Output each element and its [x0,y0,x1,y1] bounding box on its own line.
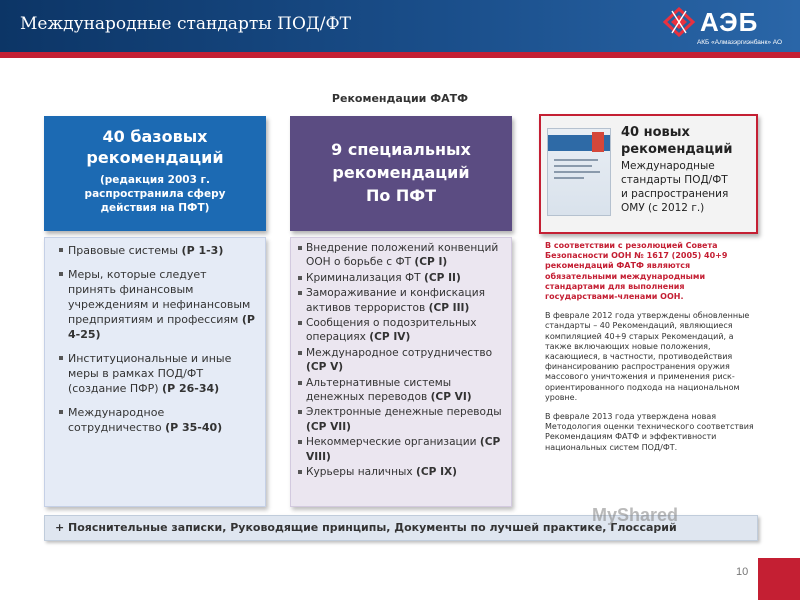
list-item-text: Внедрение положений конвенций ООН о борьбе с ФТ [306,242,499,269]
fatf-book-cover-icon [547,128,611,216]
list-item-ref: (СР V) [306,361,344,374]
column3-sub-line: стандарты ПОД/ФТ [621,174,728,186]
list-item-ref: (СР VI) [430,391,472,404]
list-item-ref: (СР IV) [369,331,411,344]
list-item [59,405,257,435]
un-resolution-note: В соответствии с резолюцией Совета Безопасности ООН № 1617 (2005) 40+9 рекомендаций ФАТФ являются обязательными международными стандартами для выполнения государствами-членами ООН. [545,241,728,302]
column2-heading [290,116,512,231]
list-item [297,286,507,315]
list-item-ref: (Р 26-34) [162,382,220,395]
corner-accent [758,558,800,600]
list-item-text: Институциональные и иные меры в рамках ПОД/ФТ (создание ПФР) [68,352,232,395]
column1-sub-line: распространила сферу [84,188,226,200]
list-item-ref: (СР VIII) [306,436,501,463]
column3-sub-line: ОМУ (с 2012 г.) [621,202,705,214]
column2-heading-line: По ПФТ [365,186,437,205]
header-bar [0,0,800,52]
list-item-text: Замораживание и конфискация активов террористов [306,287,486,314]
column1-heading-line: рекомендаций [86,148,224,167]
column3-text [539,238,758,510]
list-item-text: Электронные денежные переводы [306,406,502,419]
column1-heading [44,116,266,231]
list-item-text: Сообщения о подозрительных операциях [306,317,477,344]
column3-heading-line: 40 новых [621,125,690,140]
list-item [297,435,507,464]
column3-sub-line: Международные [621,160,715,172]
column1-heading-line: 40 базовых [102,127,208,146]
footer-note: + Пояснительные записки, Руководящие принципы, Документы по лучшей практике, Глоссарий [44,515,758,541]
list-item [59,267,257,342]
list-item-ref: (Р 1-3) [181,244,224,257]
column3-heading [539,114,758,234]
list-item-text: Альтернативные системы денежных переводов [306,376,452,404]
column3-sub-line: и распространения [621,188,729,200]
list-item [59,243,257,258]
list-item-text: Криминализация ФТ [306,271,425,284]
slide-title: Международные стандарты ПОД/ФТ [20,14,351,34]
fatf-subtitle: Рекомендации ФАТФ [331,92,469,105]
header-red-stripe [0,52,800,58]
list-item [297,241,507,270]
list-item-text: Международное сотрудничество [306,346,493,359]
list-item [297,271,507,285]
list-item-ref: (Р 4-25) [68,313,255,341]
list-item-ref: (СР II) [424,271,461,284]
column1-list [44,237,266,507]
list-item [297,316,507,345]
page-number: 10 [736,566,749,578]
list-item-text: Некоммерческие организации [306,436,480,449]
list-item-text: Курьеры наличных [306,466,416,479]
logo-text: АЭБ [700,7,759,37]
bank-logo-icon [662,7,696,37]
logo-subtitle: АКБ «Алмазэргиэнбанк» АО [696,39,782,46]
watermark: MyShared [592,505,679,525]
column3-heading-line: рекомендаций [621,142,733,157]
list-item-text: Меры, которые следует принять финансовым учреждениям и нефинансовым предприятиям и профессиям [68,268,251,326]
list-item-text: Правовые системы [68,244,182,257]
column1-sub-line: действия на ПФТ) [100,202,210,214]
paragraph-2012: В феврале 2012 года утверждены обновленные стандарты – 40 Рекомендаций, являющиеся компиляцией 40+9 старых Рекомендаций, а также включающих новые положения, касающиеся, в частности, противодействия финансированию распространения оружия массового уничтожения и применения риск-ориентированного подхода на национальном уровне. [545,311,750,402]
column1-sub-line: (редакция 2003 г. [99,174,211,186]
list-item-ref: (СР IX) [416,466,458,479]
column2-list [290,237,512,507]
list-item-ref: (СР III) [428,301,470,314]
list-item [297,465,507,479]
list-item [297,376,507,405]
list-item [59,351,257,396]
list-item-ref: (СР VII) [306,420,351,433]
bank-logo [662,5,782,49]
list-item [297,405,507,434]
list-item-ref: (Р 35-40) [165,421,223,434]
list-item [297,346,507,375]
column2-heading-line: 9 специальных [331,140,471,159]
paragraph-2013: В феврале 2013 года утверждена новая Методология оценки технического соответствия Рекомендациям ФАТФ и эффективности национальных систем ПОД/ФТ. [545,412,754,452]
column2-heading-line: рекомендаций [332,163,470,182]
list-item-ref: (СР I) [414,256,448,269]
list-item-text: Международное сотрудничество [68,406,166,434]
